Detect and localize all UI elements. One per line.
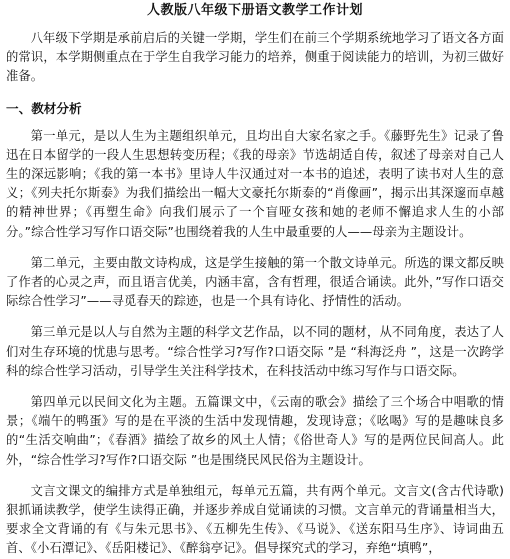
- spacer: [0, 311, 510, 323]
- intro-paragraph: 八年级下学期是承前启后的关键一学期，学生们在前三个学期系统地学习了语文各方面的常识，本学期侧重点在于学生自我学习能力的培养，侧重于阅读能力的培训，为初三做好准备。: [6, 31, 504, 84]
- spacer: [0, 242, 510, 254]
- section-heading-textbook-analysis: 一、教材分析: [6, 100, 82, 116]
- paragraph-unit-4: 第四单元以民间文化为主题。五篇课文中，《云南的歌会》描绘了三个场合中唱歌的情景；《端午的鸭蛋》写的是在平淡的生活中发现情趣，发现诗意；《吆喝》写的是趣味良多的“生活交响曲”；《春酒》描绘了故乡的风土人情；《俗世奇人》写的是两位民间高人。此外，“综合性学习?写作?口语交际 ”也是围绕民风民俗为主题设计。: [6, 395, 504, 467]
- spacer: [0, 119, 510, 127]
- spacer: [0, 381, 510, 393]
- document-title: 人教版八年级下册语文教学工作计划: [146, 3, 363, 18]
- spacer: [0, 470, 510, 482]
- paragraph-unit-3: 第三单元是以人与自然为主题的科学文艺作品，以不同的题材，从不同角度，表达了人们对生存环境的忧患与思考。“综合性学习?写作?口语交际 ”是 “科海泛舟 ”，这是一次跨学科的综合性学习活动，引导学生关注科学技术，在科技活动中练习写作与口语交际。: [6, 325, 504, 378]
- paragraph-unit-1: 第一单元，是以人生为主题组织单元，且均出自大家名家之手。《藤野先生》记录了鲁迅在日本留学的一段人生思想转变历程；《我的母亲》节选胡适自传，叙述了母亲对自己人生的深远影响；《我的第一本书》里诗人牛汉通过对一本书的追述，表明了读书对人生的意义；《列夫托尔斯泰》为我们描绘出一幅大文豪托尔斯泰的“肖像画”，揭示出其深邃而卓越的精神世界；《再塑生命》向我们展示了一个盲哑女孩和她的老师不懈追求人生的小部分。”综合性学习写作口语交际”也围绕着我的人生中最重要的人——母亲为主题设计。: [6, 128, 504, 239]
- paragraph-unit-2: 第二单元，主要由散文诗构成，这是学生接触的第一个散文诗单元。所选的课文都反映了作者的心灵之声，而且语言优美，内涵丰富，含有哲理，很适合诵读。此外，”写作口语交际综合性学习”——寻觅春天的踪迹，也是一个具有诗化、抒情性的活动。: [6, 255, 504, 309]
- spacer: [0, 87, 510, 99]
- paragraph-classical-chinese: 文言文课文的编排方式是单独组元，每单元五篇，共有两个单元。文言文(含古代诗歌)狠抓诵读教学，使学生读得正确，并逐步养成自觉诵读的习惯。文言单元的背诵量相当大，要求全文背诵的有《与朱元思书》、《五柳先生传》、《马说》、《送东阳马生序》、诗词曲五首、《小石潭记》、《岳阳楼记》、《醉翁亭记》。倡导探究式的学习，弃绝“填鸭”，: [6, 483, 504, 556]
- spacer: [0, 21, 510, 29]
